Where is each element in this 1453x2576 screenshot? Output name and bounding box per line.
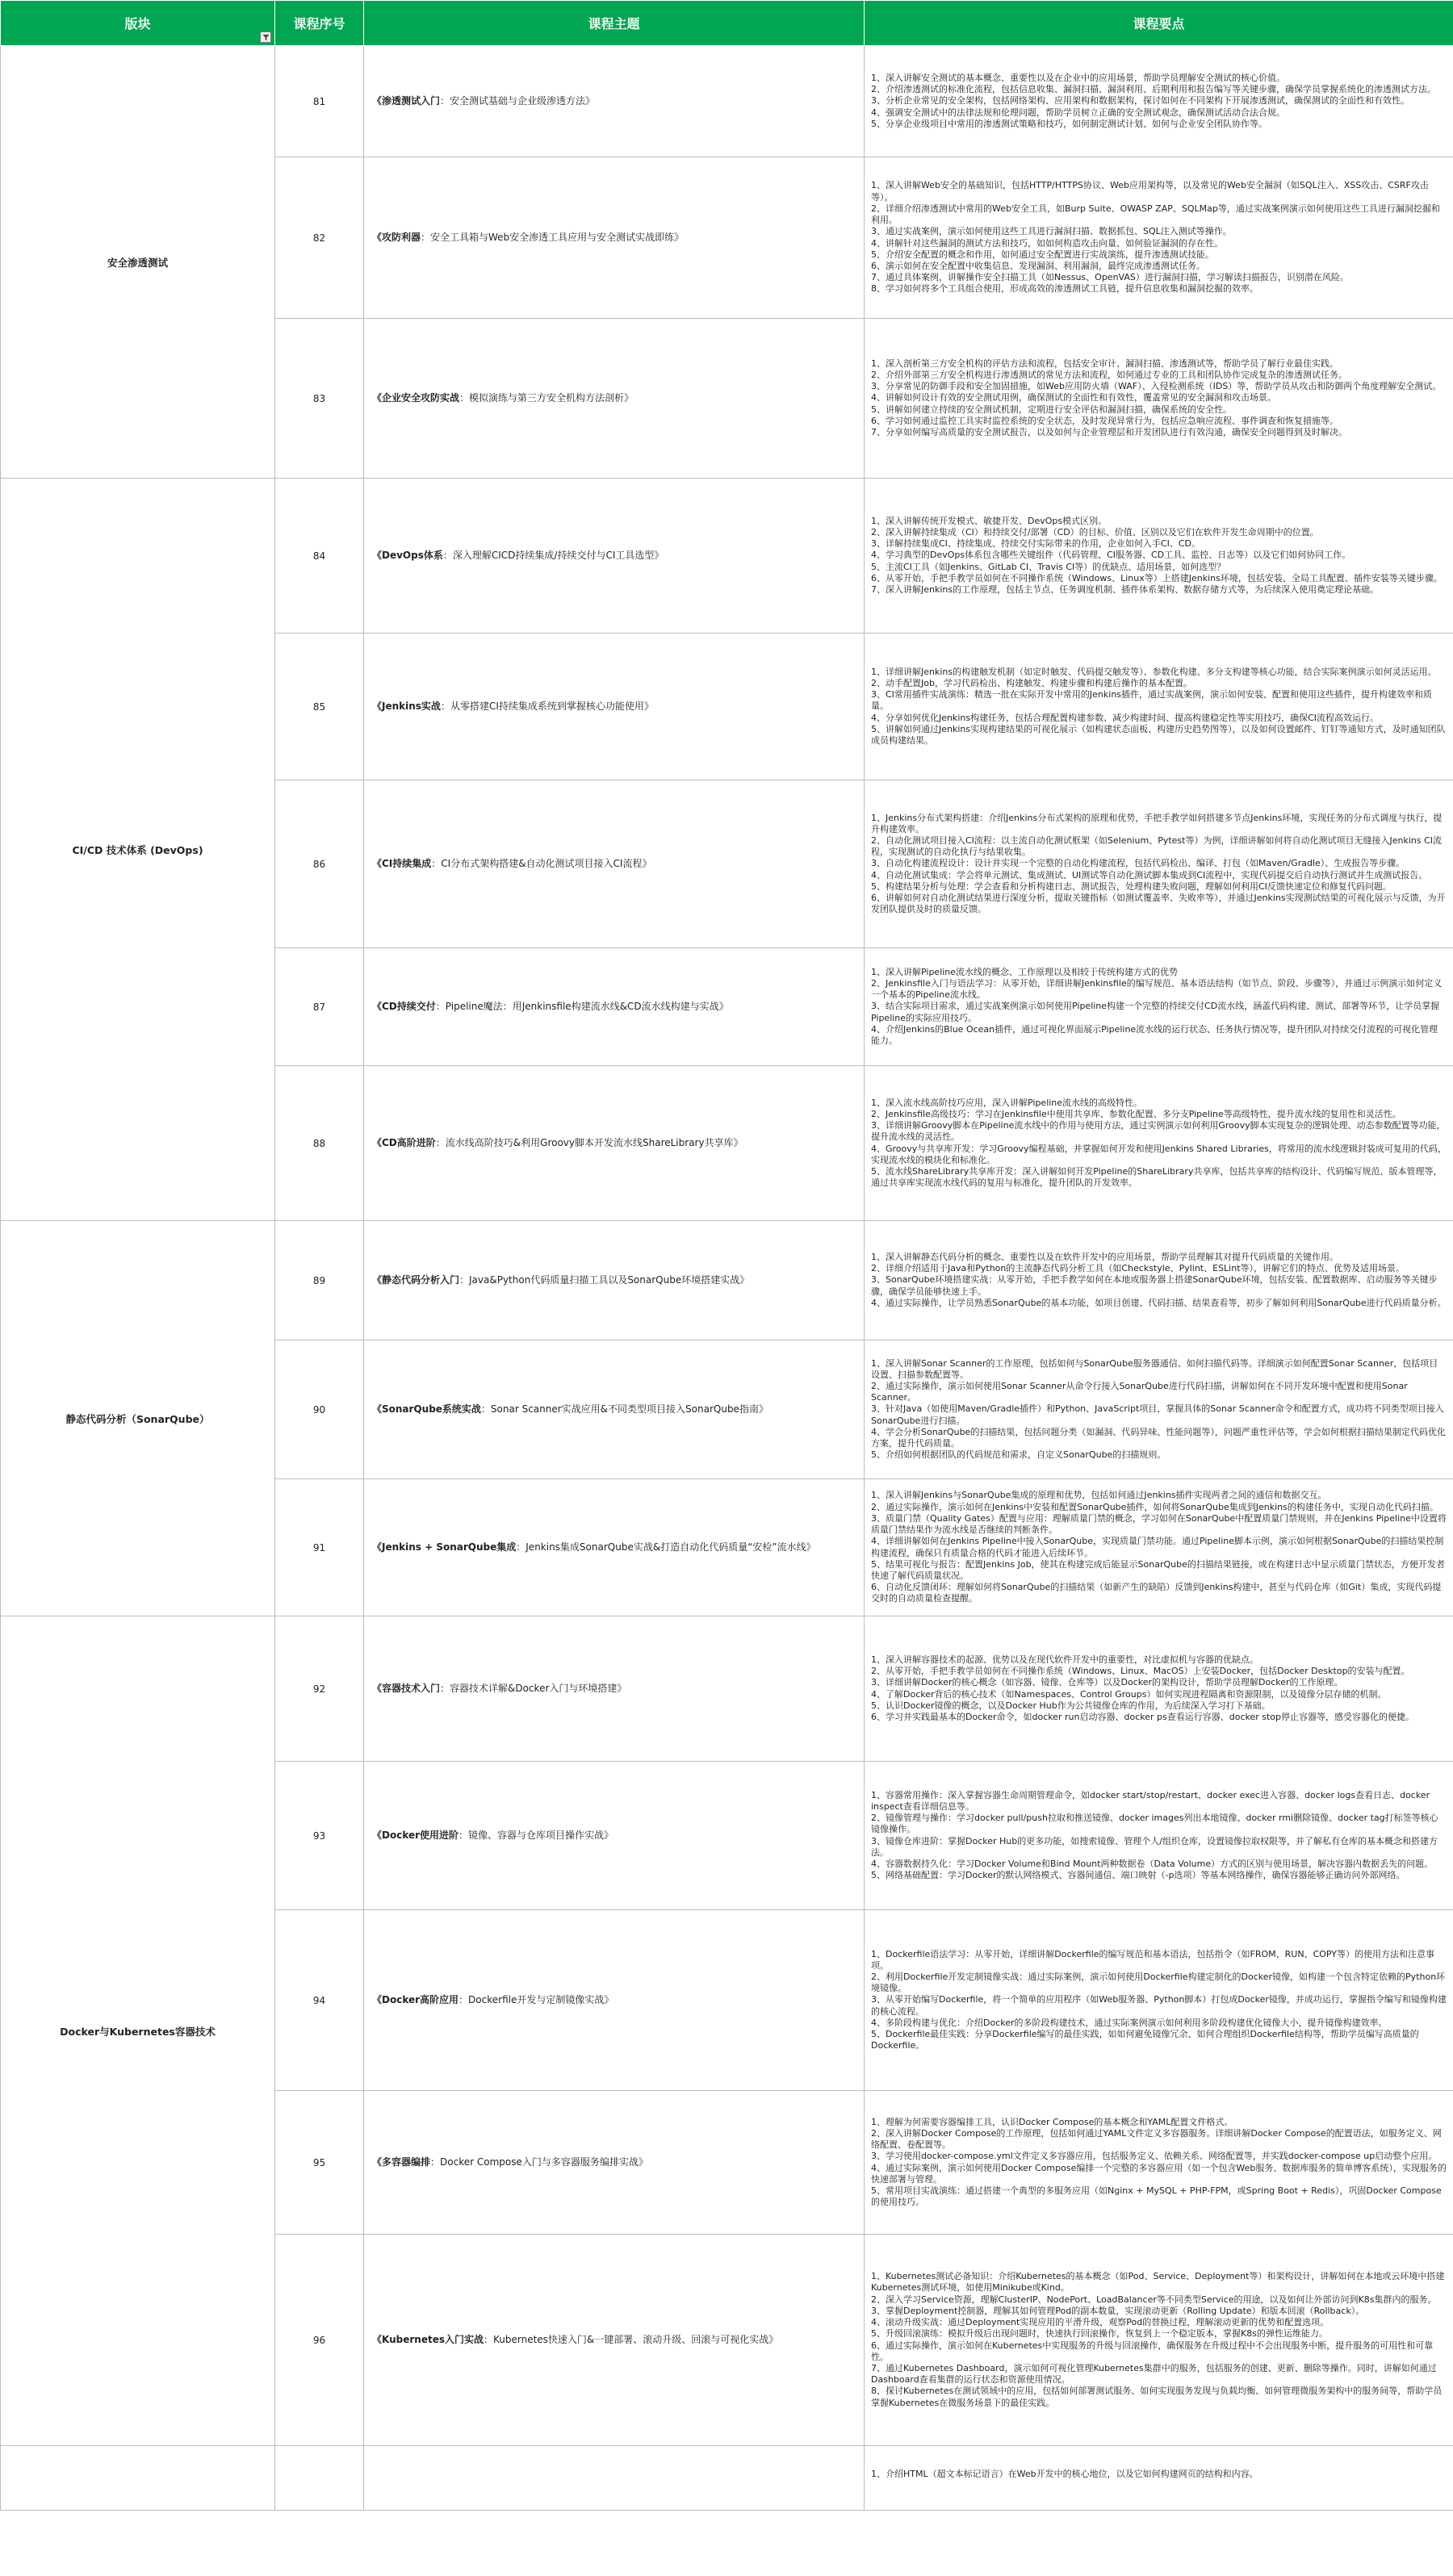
course-number: 84	[275, 479, 364, 634]
point-item: 4、通过实际案例，演示如何使用Docker Compose编排一个完整的多容器应用（如一个包含Web服务、数据库服务的简单博客系统），实现服务的快速部署与管理。	[871, 2162, 1447, 2185]
point-item: 3、学习使用docker-compose.yml文件定义多容器应用，包括服务定义、依赖关系、网络配置等，并实践docker-compose up启动整个应用。	[871, 2151, 1438, 2162]
point-item: 1、深入剖析第三方安全机构的评估方法和流程，包括安全审计、漏洞扫描、渗透测试等，帮助学员了解行业最佳实践。	[871, 358, 1338, 369]
course-topic	[364, 780, 865, 948]
course-topic	[364, 157, 865, 319]
point-item: 3、详解持续集成CI、持续集成、持续交付实际带来的作用，企业如何入手CI、CD。	[871, 538, 1200, 550]
course-topic-title: 《SonarQube系统实战	[372, 1403, 481, 1415]
course-topic-subtitle: ：模拟演练与第三方安全机构方法剖析》	[459, 392, 634, 404]
course-number: 93	[275, 1762, 364, 1910]
course-points	[865, 479, 1453, 634]
point-item: 3、自动化构建流程设计：设计并实现一个完整的自动化构建流程，包括代码检出、编译、打包（如Maven/Gradle）、生成报告等步骤。	[871, 858, 1405, 869]
course-topic	[364, 1221, 865, 1340]
course-points	[865, 2446, 1453, 2511]
point-item: 3、分析企业常见的安全架构，包括网络架构、应用架构和数据架构，探讨如何在不同架构下开展渗透测试，确保测试的全面性和有效性。	[871, 95, 1409, 107]
point-item: 2、Jenkinsfile入门与语法学习：从零开始，详细讲解Jenkinsfile的编写规范、基本语法结构（如节点、阶段、步骤等），并通过示例演示如何定义一个基本的Pipeline流水线。	[871, 977, 1443, 1001]
point-item: 4、容器数据持久化：学习Docker Volume和Bind Mount两种数据卷（Data Volume）方式的区别与使用场景，解决容器内数据丢失的问题。	[871, 1858, 1434, 1869]
table-row-partial	[1, 2446, 1453, 2511]
point-item: 3、掌握Deployment控制器，理解其如何管理Pod的副本数量，实现滚动更新（Rolling Update）和版本回滚（Rollback）。	[871, 2305, 1365, 2316]
point-item: 1、深入讲解静态代码分析的概念、重要性以及在软件开发中的应用场景，帮助学员理解其对提升代码质量的关键作用。	[871, 1251, 1338, 1262]
point-item: 5、介绍安全配置的概念和作用，如何通过安全配置进行实战演练，提升渗透测试技能。	[871, 249, 1214, 260]
course-topic-title: 《Docker使用进阶	[372, 1830, 459, 1841]
point-item: 4、学习典型的DevOps体系包含哪些关键组件（代码管理、CI服务器、CD工具、监控、日志等）以及它们如何协同工作。	[871, 550, 1351, 561]
point-item: 2、动手配置Job，学习代码检出、构建触发、构建步骤和构建后操作的基本配置。	[871, 677, 1192, 688]
point-item: 4、了解Docker背后的核心技术（如Namespaces、Control Groups）如何实现进程隔离和资源限制，以及镜像分层存储的机制。	[871, 1688, 1387, 1700]
course-topic-subtitle: ：Dockerfile开发与定制镜像实战》	[459, 1994, 614, 2005]
point-item: 4、学会分析SonarQube的扫描结果，包括问题分类（如漏洞、代码异味、性能问题等），问题严重性评估等，学会如何根据扫描结果制定代码优化方案，提升代码质量。	[871, 1426, 1446, 1449]
course-topic-subtitle: ：深入理解CICD持续集成/持续交付与CI工具选型》	[442, 550, 664, 561]
course-points	[865, 157, 1453, 319]
course-topic-subtitle: ：Sonar Scanner实战应用&不同类型项目接入SonarQube指南》	[480, 1403, 768, 1415]
course-number: 89	[275, 1221, 364, 1340]
course-topic-title: 《CD高阶进阶	[372, 1137, 436, 1148]
course-topic-subtitle: ：Java&Python代码质量扫描工具以及SonarQube环境搭建实战》	[459, 1274, 750, 1286]
point-item: 1、Kubernetes测试必备知识：介绍Kubernetes的基本概念（如Pod、Service、Deployment等）和架构设计，讲解如何在本地或云环境中搭建Kubernetes测试环境，如使用Minikube或Kind。	[871, 2271, 1445, 2294]
point-item: 4、讲解针对这些漏洞的测试方法和技巧，如如何构造攻击向量、如何验证漏洞的存在性。	[871, 237, 1223, 249]
point-item: 3、镜像仓库进阶：掌握Docker Hub的更多功能，如搜索镜像、管理个人/组织仓库，设置镜像拉取权限等，并了解私有仓库的基本概念和搭建方法。	[871, 1835, 1438, 1858]
point-item: 1、理解为何需要容器编排工具，认识Docker Compose的基本概念和YAML配置文件格式。	[871, 2116, 1233, 2127]
point-item: 5、构建结果分析与处理：学会查看和分析构建日志、测试报告，处理构建失败问题，理解如何利用CI反馈快速定位和修复代码问题。	[871, 880, 1392, 892]
course-topic	[364, 1340, 865, 1479]
point-item: 5、结果可视化与报告：配置Jenkins Job，使其在构建完成后能显示SonarQube的扫描结果链接，或在构建日志中显示质量门禁状态，方便开发者快速了解代码质量状况。	[871, 1558, 1445, 1581]
course-topic-subtitle: ：安全测试基础与企业级渗透方法》	[440, 95, 596, 107]
point-item: 5、主流CI工具（如Jenkins、GitLab CI、Travis CI等）的优缺点、适用场景，如何选型？	[871, 561, 1226, 572]
point-item: 3、从零开始编写Dockerfile，将一个简单的应用程序（如Web服务器、Python脚本）打包成Docker镜像，并成功运行，掌握指令编写和镜像构建的核心流程。	[871, 1994, 1447, 2017]
course-topic-subtitle: ：Pipeline魔法：用Jenkinsfile构建流水线&CD流水线构建与实战》	[435, 1001, 729, 1012]
point-item: 2、利用Dockerfile开发定制镜像实战：通过实际案例，演示如何使用Dockerfile构建定制化的Docker镜像，如构建一个包含特定依赖的Python环境镜像。	[871, 1971, 1446, 1994]
course-points	[865, 1221, 1453, 1340]
point-item: 3、CI常用插件实战演练：精选一批在实际开发中常用的Jenkins插件，通过实战案例，演示如何安装、配置和使用这些插件，提升构建效率和质量。	[871, 689, 1433, 712]
course-topic	[364, 2235, 865, 2446]
course-topic-title: 《多容器编排	[372, 2156, 431, 2168]
course-number: 95	[275, 2091, 364, 2235]
course-topic	[364, 1762, 865, 1910]
course-points	[865, 2091, 1453, 2235]
course-topic	[364, 1479, 865, 1616]
table-row	[1, 479, 1453, 634]
course-topic-subtitle: ：Kubernetes快速入门&一键部署、滚动升级、回滚与可视化实战》	[483, 2334, 779, 2345]
course-points	[865, 1479, 1453, 1616]
header-row	[1, 1, 1453, 46]
point-item: 2、自动化测试项目接入CI流程：以主流自动化测试框架（如Selenium、Pytest等）为例，详细讲解如何将自动化测试项目无缝接入Jenkins CI流程，实现测试的自动化执行与结果收集。	[871, 834, 1443, 858]
course-topic-title: 《容器技术入门	[372, 1683, 441, 1694]
point-item: 5、网络基础配置：学习Docker的默认网络模式、容器间通信、端口映射（-p选项）等基本网络操作，确保容器能够正确访问外部网络。	[871, 1870, 1405, 1881]
course-number: 81	[275, 46, 364, 157]
course-topic-title: 《CD持续交付	[372, 1001, 436, 1012]
course-number: 90	[275, 1340, 364, 1479]
point-item: 5、认识Docker镜像的概念，以及Docker Hub作为公共镜像仓库的作用，为后续深入学习打下基础。	[871, 1700, 1271, 1711]
point-item: 1、Dockerfile语法学习：从零开始，详细讲解Dockerfile的编写规范和基本语法，包括指令（如FROM、RUN、COPY等）的使用方法和注意事项。	[871, 1948, 1435, 1971]
course-topic	[364, 1616, 865, 1762]
course-points	[865, 319, 1453, 479]
course-topic-title: 《CI持续集成	[372, 858, 432, 869]
point-item: 4、分享如何优化Jenkins构建任务，包括合理配置构建参数、减少构建时间、提高构建稳定性等实用技巧，确保CI流程高效运行。	[871, 712, 1380, 723]
module-cell: 静态代码分析（SonarQube）	[1, 1221, 275, 1616]
point-item: 2、镜像管理与操作：学习docker pull/push拉取和推送镜像、docker images列出本地镜像、docker rmi删除镜像、docker tag打标签等核心镜像操作。	[871, 1813, 1438, 1835]
empty-cell	[275, 2446, 364, 2511]
point-item: 1、Jenkins分布式架构搭建：介绍Jenkins分布式架构的原理和优势，手把手教学如何搭建多节点Jenkins环境，实现任务的分布式调度与执行，提升构建效率。	[871, 812, 1443, 834]
course-points	[865, 948, 1453, 1066]
point-item: 1、深入流水线高阶技巧应用，深入讲解Pipeline流水线的高级特性。	[871, 1097, 1143, 1108]
course-topic-subtitle: ：流水线高阶技巧&利用Groovy脚本开发流水线ShareLibrary共享库》	[435, 1137, 743, 1148]
module-cell: Docker与Kubernetes容器技术	[1, 1616, 275, 2446]
course-number: 96	[275, 2235, 364, 2446]
point-item: 5、常用项目实战演练：通过搭建一个典型的多服务应用（如Nginx + MySQL + PHP-FPM，或Spring Boot + Redis），巩固Docker Compose的使用技巧。	[871, 2185, 1442, 2208]
point-item: 1、深入讲解传统开发模式、敏捷开发、DevOps模式区别。	[871, 515, 1108, 526]
filter-icon[interactable]	[260, 31, 271, 43]
point-item: 7、通过Kubernetes Dashboard，演示如何可视化管理Kubernetes集群中的服务，包括服务的创建、更新、删除等操作。同时，讲解如何通过Dashboard查看集群的运行状态和资源使用情况。	[871, 2362, 1437, 2386]
course-topic	[364, 1066, 865, 1221]
module-cell: CI/CD 技术体系 (DevOps)	[1, 479, 275, 1221]
point-item: 2、深入讲解Docker Compose的工作原理，包括如何通过YAML文件定义多容器服务。详细讲解Docker Compose的配置语法，如服务定义、网络配置、卷配置等。	[871, 2127, 1442, 2151]
point-item: 7、通过具体案例，讲解操作安全扫描工具（如Nessus、OpenVAS）进行漏洞扫描，学习解读扫描报告，识别潜在风险。	[871, 272, 1349, 283]
point-item: 5、升级回滚演练：模拟升级后出现问题时，快速执行回滚操作，恢复到上一个稳定版本，掌握K8s的弹性运维能力。	[871, 2328, 1328, 2340]
course-number: 91	[275, 1479, 364, 1616]
course-topic-title: 《Kubernetes入门实战	[372, 2334, 484, 2345]
point-item: 5、流水线ShareLibrary共享库开发：深入讲解如何开发Pipeline的ShareLibrary共享库，包括共享库的结构设计、代码编写规范、版本管理等，通过共享库实现流水线代码的复用与标准化，提升团队的开发效率。	[871, 1165, 1443, 1189]
point-item: 4、详细讲解如何在Jenkins Pipeline中接入SonarQube，实现质量门禁功能。通过Pipeline脚本示例，演示如何根据SonarQube的扫描结果控制构建流程，确保只有质量合格的代码才能进入后续环节。	[871, 1536, 1444, 1558]
point-item: 6、从零开始，手把手教学员如何在不同操作系统（Windows、Linux等）上搭建Jenkins环境，包括安装、全局工具配置、插件安装等关键步骤。	[871, 572, 1443, 583]
course-points	[865, 1910, 1453, 2091]
course-topic-title: 《Docker高阶应用	[372, 1994, 459, 2005]
table-row	[1, 1221, 1453, 1340]
header-module	[1, 1, 275, 46]
point-item: 2、Jenkinsfile高级技巧：学习在Jenkinsfile中使用共享库、参数化配置、多分支Pipeline等高级特性，提升流水线的复用性和灵活性。	[871, 1108, 1401, 1119]
point-item: 2、从零开始，手把手教学员如何在不同操作系统（Windows、Linux、MacOS）上安装Docker，包括Docker Desktop的安装与配置。	[871, 1666, 1410, 1677]
course-topic-subtitle: ：安全工具箱与Web安全渗透工具应用与安全测试实战即练》	[421, 232, 685, 243]
empty-cell	[1, 2446, 275, 2511]
course-topic-title: 《DevOps体系	[372, 550, 443, 561]
point-item: 7、深入讲解Jenkins的工作原理，包括主节点、任务调度机制、插件体系架构、数据存储方式等，为后续深入使用奠定理论基础。	[871, 584, 1380, 595]
point-item: 6、学习如何通过监控工具实时监控系统的安全状态，及时发现异常行为，包括应急响应流程、事件调查和恢复措施等。	[871, 415, 1338, 426]
header-points: 课程要点	[865, 1, 1453, 46]
point-item: 1、深入讲解Web安全的基础知识，包括HTTP/HTTPS协议、Web应用架构等，以及常见的Web安全漏洞（如SQL注入、XSS攻击、CSRF攻击等）。	[871, 180, 1429, 203]
point-item: 4、通过实际操作，让学员熟悉SonarQube的基本功能，如项目创建、代码扫描、结果查看等，初步了解如何利用SonarQube进行代码质量分析。	[871, 1297, 1447, 1308]
header-module-label: 版块	[124, 16, 151, 31]
course-topic	[364, 2091, 865, 2235]
point-item: 3、详细讲解Docker的核心概念（如容器、镜像、仓库等）以及Docker的架构设计，帮助学员理解Docker的工作原理。	[871, 1677, 1343, 1688]
point-item: 3、结合实际项目需求，通过实战案例演示如何使用Pipeline构建一个完整的持续交付CD流水线，涵盖代码构建、测试、部署等环节，让学员掌握Pipeline的实际应用技巧。	[871, 1001, 1440, 1023]
point-item: 6、讲解如何对自动化测试结果进行深度分析，提取关键指标（如测试覆盖率、失败率等），并通过Jenkins实现测试结果的可视化展示与反馈，为开发团队提供及时的质量反馈。	[871, 893, 1446, 915]
point-item: 6、自动化反馈闭环：理解如何将SonarQube的扫描结果（如新产生的缺陷）反馈到Jenkins构建中，甚至与代码仓库（如Git）集成，实现代码提交时的自动质量检查提醒。	[871, 1582, 1442, 1604]
course-points	[865, 1340, 1453, 1479]
point-item: 1、介绍HTML（超文本标记语言）在Web开发中的核心地位，以及它如何构建网页的结构和内容。	[871, 2469, 1258, 2479]
point-item: 2、通过实际操作，演示如何在Jenkins中安装和配置SonarQube插件，如何将SonarQube集成到Jenkins的构建任务中，实现自动化代码扫描。	[871, 1501, 1438, 1512]
point-item: 2、介绍外部第三方安全机构进行渗透测试的常见方法和流程，如何通过专业的工具和团队协作完成复杂的渗透测试任务。	[871, 369, 1347, 380]
point-item: 4、讲解如何设计有效的安全测试用例，确保测试的全面性和有效性，覆盖常见的安全漏洞和攻击场景。	[871, 392, 1276, 404]
point-item: 5、Dockerfile最佳实践：分享Dockerfile编写的最佳实践，如如何避免镜像冗余、如何合理组织Dockerfile结构等，帮助学员编写高质量的Dockerfile。	[871, 2029, 1419, 2051]
point-item: 3、质量门禁（Quality Gates）配置与应用：理解质量门禁的概念，学习如何在SonarQube中配置质量门禁规则，并在Jenkins Pipeline中设置将质量门禁结果作为流水线是否继续的判断条件。	[871, 1512, 1447, 1536]
point-item: 1、深入讲解Jenkins与SonarQube集成的原理和优势，包括如何通过Jenkins插件实现两者之间的通信和数据交互。	[871, 1490, 1327, 1501]
point-item: 8、探讨Kubernetes在测试领域中的应用，包括如何部署测试服务、如何实现服务发现与负载均衡、如何管理微服务架构中的服务间等，帮助学员掌握Kubernetes在微服务场景下的最佳实践。	[871, 2386, 1443, 2408]
course-number: 85	[275, 634, 364, 780]
header-number: 课程序号	[275, 1, 364, 46]
module-cell: 安全渗透测试	[1, 46, 275, 479]
course-number: 86	[275, 780, 364, 948]
point-item: 5、介绍如何根据团队的代码规范和需求，自定义SonarQube的扫描规则。	[871, 1449, 1166, 1461]
course-number: 82	[275, 157, 364, 319]
point-item: 5、分享企业级项目中常用的渗透测试策略和技巧，如何制定测试计划、如何与企业安全团队协作等。	[871, 118, 1267, 129]
course-points	[865, 780, 1453, 948]
course-points	[865, 1066, 1453, 1221]
course-topic-subtitle: ：CI分布式架构搭建&自动化测试项目接入CI流程》	[431, 858, 652, 869]
course-topic	[364, 948, 865, 1066]
course-topic	[364, 319, 865, 479]
course-topic	[364, 1910, 865, 2091]
point-item: 2、详细介绍适用于Java和Python的主流静态代码分析工具（如Checkstyle、Pylint、ESLint等），讲解它们的特点、优势及适用场景。	[871, 1263, 1405, 1274]
course-points	[865, 1616, 1453, 1762]
course-number: 94	[275, 1910, 364, 2091]
table-body	[1, 46, 1453, 2511]
course-number: 92	[275, 1616, 364, 1762]
course-topic-subtitle: ：Docker Compose入门与多容器服务编排实战》	[430, 2156, 648, 2168]
course-topic-title: 《Jenkins + SonarQube集成	[372, 1541, 517, 1553]
point-item: 2、深入学习Service资源，理解ClusterIP、NodePort、LoadBalancer等不同类型Service的用途，以及如何让外部访问到K8s集群内的服务。	[871, 2294, 1437, 2305]
point-item: 8、学习如何将多个工具组合使用，形成高效的渗透测试工具链，提升信息收集和漏洞挖掘的效率。	[871, 283, 1258, 295]
point-item: 3、SonarQube环境搭建实战：从零开始，手把手教学如何在本地或服务器上搭建SonarQube环境，包括安装、配置数据库、启动服务等关键步骤，确保学员能够快速上手。	[871, 1274, 1438, 1297]
table-row	[1, 1616, 1453, 1762]
course-topic-subtitle: ：从零搭建CI持续集成系统到掌握核心功能使用》	[440, 700, 654, 712]
point-item: 4、强调安全测试中的法律法规和伦理问题，帮助学员树立正确的安全测试观念，确保测试活动合法合规。	[871, 107, 1285, 118]
course-points	[865, 1762, 1453, 1910]
point-item: 5、讲解如何通过Jenkins实现构建结果的可视化展示（如构建状态面板、构建历史趋势图等），以及如何设置邮件、钉钉等通知方式，及时通知团队成员构建结果。	[871, 723, 1446, 746]
empty-cell	[364, 2446, 865, 2511]
point-item: 4、介绍Jenkins的Blue Ocean插件，通过可视化界面展示Pipeline流水线的运行状态、任务执行情况等，提升团队对持续交付流程的可视化管理能力。	[871, 1023, 1438, 1046]
point-item: 1、深入讲解容器技术的起源、优势以及在现代软件开发中的重要性，对比虚拟机与容器的优缺点。	[871, 1654, 1258, 1665]
point-item: 2、通过实际操作，演示如何使用Sonar Scanner从命令行接入SonarQube进行代码扫描，讲解如何在不同开发环境中配置和使用Sonar Scanner。	[871, 1380, 1408, 1403]
point-item: 1、深入讲解Sonar Scanner的工作原理，包括如何与SonarQube服务器通信、如何扫描代码等。详细演示如何配置Sonar Scanner，包括项目设置、扫描参数配置等。	[871, 1357, 1438, 1380]
course-points	[865, 634, 1453, 780]
header-topic: 课程主题	[364, 1, 865, 46]
point-item: 2、深入讲解持续集成（CI）和持续交付/部署（CD）的目标、价值、区别以及它们在软件开发生命周期中的位置。	[871, 526, 1319, 537]
course-topic-subtitle: ：容器技术详解&Docker入门与环境搭建》	[440, 1683, 627, 1694]
course-points	[865, 46, 1453, 157]
point-item: 2、介绍渗透测试的标准化流程，包括信息收集、漏洞扫描、漏洞利用、后期利用和报告编写等关键步骤，确保学员掌握系统化的渗透测试方法。	[871, 84, 1436, 95]
course-number: 83	[275, 319, 364, 479]
point-item: 3、详细讲解Groovy脚本在Pipeline流水线中的作用与使用方法，通过实例演示如何利用Groovy脚本实现复杂的逻辑处理、动态参数配置等功能，提升流水线的灵活性。	[871, 1120, 1446, 1143]
point-item: 1、深入讲解Pipeline流水线的概念、工作原理以及相较于传统构建方式的优势	[871, 966, 1179, 977]
point-item: 6、演示如何在安全配置中收集信息、发现漏洞、利用漏洞，最终完成渗透测试任务。	[871, 260, 1205, 271]
course-topic-title: 《攻防利器	[372, 232, 421, 243]
point-item: 4、自动化测试集成：学会将单元测试、集成测试、UI测试等自动化测试脚本集成到CI流程中，实现代码提交后自动执行测试并生成测试报告。	[871, 869, 1428, 880]
point-item: 2、详细介绍渗透测试中常用的Web安全工具，如Burp Suite、OWASP ZAP、SQLMap等，通过实战案例演示如何使用这些工具进行漏洞挖掘和利用。	[871, 203, 1440, 226]
point-item: 1、深入讲解安全测试的基本概念、重要性以及在企业中的应用场景，帮助学员理解安全测试的核心价值。	[871, 72, 1285, 83]
point-item: 1、容器常用操作：深入掌握容器生命周期管理命令，如docker start/stop/restart、docker exec进入容器、docker logs查看日志、docker inspect查看详细信息等。	[871, 1789, 1430, 1812]
table-row	[1, 46, 1453, 157]
course-topic-title: 《静态代码分析入门	[372, 1274, 460, 1286]
point-item: 5、讲解如何建立持续的安全测试机制，定期进行安全评估和漏洞扫描，确保系统的安全性。	[871, 404, 1232, 415]
point-item: 4、Groovy与共享库开发：学习Groovy编程基础，并掌握如何开发和使用Jenkins Shared Libraries，将常用的流水线逻辑封装成可复用的代码，实现流水线的模块化和标准化。	[871, 1143, 1447, 1165]
course-topic	[364, 634, 865, 780]
course-topic-subtitle: ：Jenkins集成SonarQube实战&打造自动化代码质量“安检”流水线》	[516, 1541, 816, 1553]
course-topic-title: 《企业安全攻防实战	[372, 392, 460, 404]
point-item: 7、分享如何编写高质量的安全测试报告，以及如何与企业管理层和开发团队进行有效沟通，确保安全问题得到及时解决。	[871, 427, 1347, 437]
course-number: 88	[275, 1066, 364, 1221]
point-item: 6、学习并实践最基本的Docker命令，如docker run启动容器、docker ps查看运行容器、docker stop停止容器等，感受容器化的便捷。	[871, 1711, 1415, 1722]
point-item: 4、多阶段构建与优化：介绍Docker的多阶段构建技术，通过实际案例演示如何利用多阶段构建优化镜像大小，提升镜像构建效率。	[871, 2017, 1388, 2028]
course-number: 87	[275, 948, 364, 1066]
point-item: 1、详细讲解Jenkins的构建触发机制（如定时触发、代码提交触发等）、参数化构建、多分支构建等核心功能，结合实际案例演示如何灵活运用。	[871, 666, 1437, 677]
point-item: 3、通过实战案例，演示如何使用这些工具进行漏洞扫描、数据抓包、SQL注入测试等操作。	[871, 226, 1232, 237]
course-topic	[364, 46, 865, 157]
point-item: 6、通过实际操作，演示如何在Kubernetes中实现服务的升级与回滚操作，确保服务在升级过程中不会出现服务中断，提升服务的可用性和可靠性。	[871, 2340, 1434, 2362]
point-item: 4、滚动升级实战：通过Deployment实现应用的平滑升级，观察Pod的替换过程，理解滚动更新的优势和配置选项。	[871, 2317, 1329, 2328]
course-topic	[364, 479, 865, 634]
point-item: 3、分享常见的防御手段和安全加固措施，如Web应用防火墙（WAF）、入侵检测系统（IDS）等，帮助学员从攻击和防御两个角度理解安全测试。	[871, 381, 1442, 392]
course-points	[865, 2235, 1453, 2446]
course-topic-subtitle: ：镜像、容器与仓库项目操作实战》	[459, 1830, 614, 1841]
course-topic-title: 《渗透测试入门	[372, 95, 441, 107]
course-topic-title: 《Jenkins实战	[372, 700, 441, 712]
point-item: 3、针对Java（如使用Maven/Gradle插件）和Python、JavaScript项目，掌握具体的Sonar Scanner命令和配置方式，成功将不同类型项目接入SonarQube进行扫描。	[871, 1403, 1444, 1426]
